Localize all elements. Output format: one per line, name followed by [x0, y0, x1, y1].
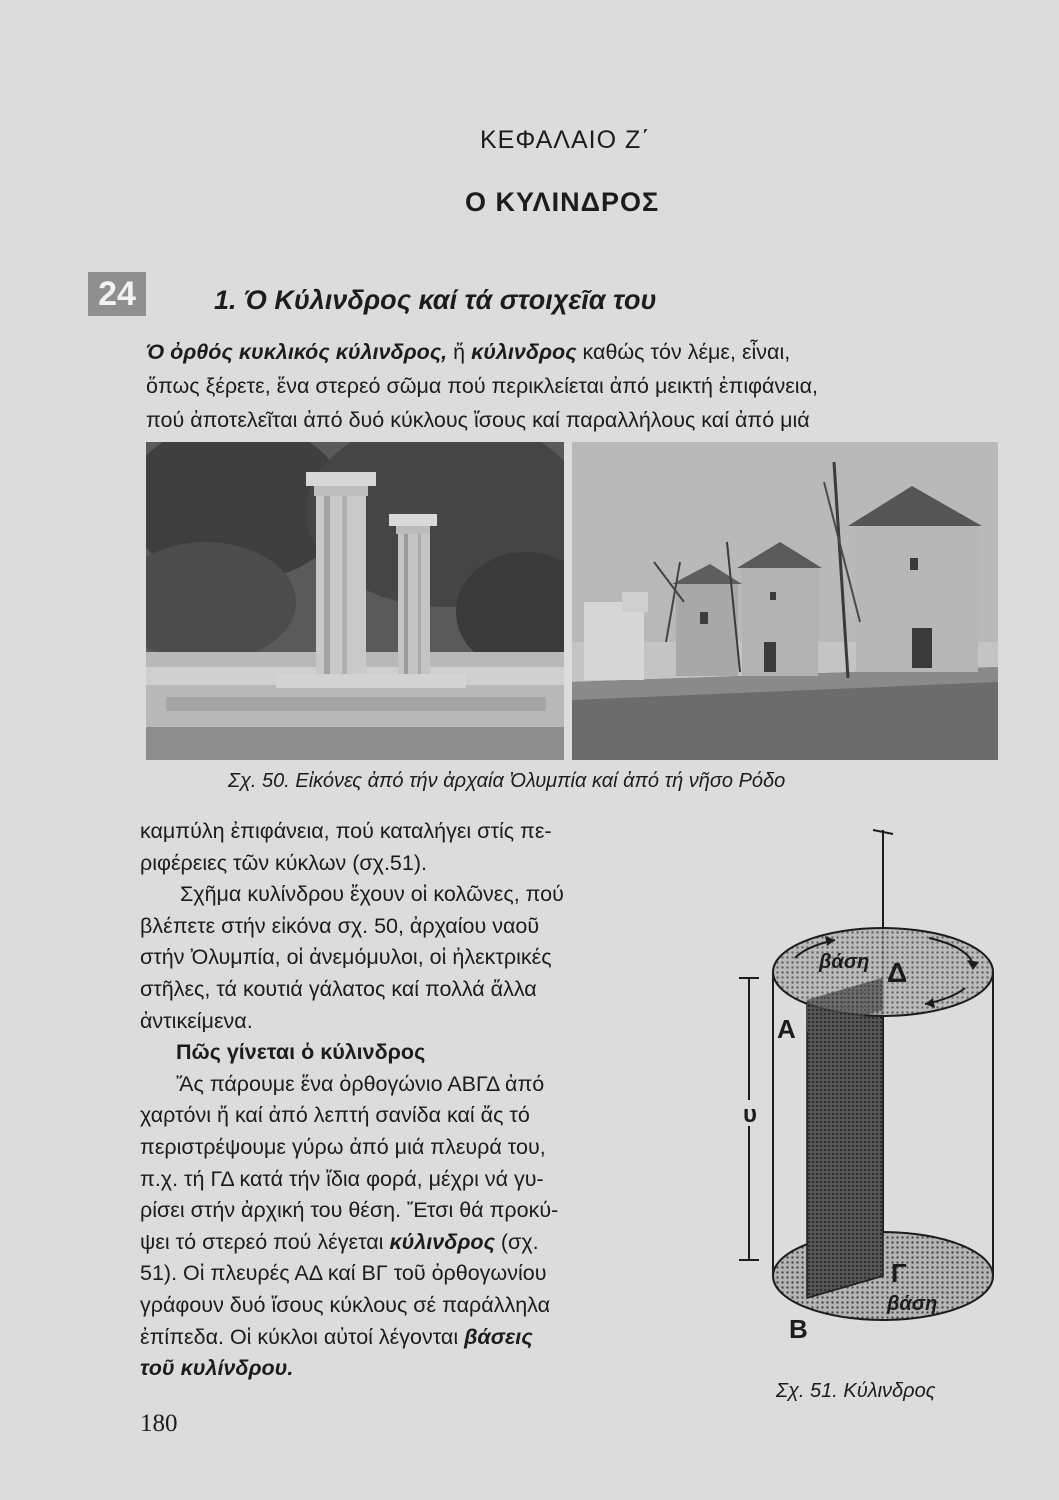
body-line: στῆλες, τά κουτιά γάλατος καί πολλά ἄλλα [140, 976, 537, 1001]
body-line: ριφέρειες τῶν κύκλων (σχ.51). [140, 850, 427, 875]
section-number-badge: 24 [88, 272, 146, 316]
figure-51-cylinder [715, 820, 1015, 1345]
intro-line-1 [146, 335, 1002, 369]
label-top-base: βάση [819, 951, 870, 973]
body-line [140, 1227, 670, 1259]
body-line: χαρτόνι ἤ καί ἀπό λεπτή σανίδα καί ἄς τό [140, 1103, 530, 1128]
body-line: ρίσει στήν ἀρχική του θέση. Ἔτσι θά προκύ- [140, 1198, 559, 1223]
label-height: υ [743, 1101, 757, 1128]
label-A: Α [777, 1014, 796, 1044]
body-line: π.χ. τή ΓΔ κατά τήν ἴδια φορά, μέχρι νά γυ- [140, 1166, 544, 1191]
chapter-heading: ΚΕΦΑΛΑΙΟ Ζ΄ [480, 126, 651, 154]
body-text [140, 816, 670, 1385]
photo-rhodes-windmills [572, 442, 998, 760]
figure-51-caption: Σχ. 51. Κύλινδρος [776, 1380, 936, 1402]
intro-line-2: ὅπως ξέρετε, ἕνα στερεό σῶμα πού περικλείεται ἀπό μεικτή ἐπιφάνεια, [146, 374, 818, 398]
subheading-how-cylinder-made: Πῶς γίνεται ὁ κύλινδρος [176, 1040, 426, 1065]
body-line: στήν Ὀλυμπία, οἱ ἀνεμόμυλοι, οἱ ἠλεκτρικές [140, 945, 552, 970]
body-line: γράφουν δυό ἴσους κύκλους σέ παράλληλα [140, 1292, 551, 1317]
page-number: 180 [140, 1410, 178, 1437]
body-line: καμπύλη ἐπιφάνεια, πού καταλήγει στίς πε- [140, 819, 552, 843]
body-line: 51). Οἱ πλευρές ΑΔ καί ΒΓ τοῦ ὀρθογωνίου [140, 1261, 547, 1286]
figure-50-caption: Σχ. 50. Εἰκόνες ἀπό τήν ἀρχαία Ὀλυμπία καί ἀπό τή νῆσο Ρόδο [228, 770, 786, 792]
body-line: ἀντικείμενα. [140, 1008, 253, 1033]
chapter-title: Ο ΚΥΛΙΝΔΡΟΣ [465, 187, 660, 217]
label-B: Β [789, 1314, 808, 1340]
body-line: Σχῆμα κυλίνδρου ἔχουν οἱ κολῶνες, πού [180, 882, 564, 907]
label-bottom-base: βάση [887, 1293, 938, 1315]
body-line: περιστρέψουμε γύρω ἀπό μιά πλευρά του, [140, 1134, 546, 1159]
intro-conj: ἤ [447, 340, 472, 364]
intro-line-3: πού ἀποτελεῖται ἀπό δυό κύκλους ἴσους καί παραλλήλους καί ἀπό μιά [146, 408, 810, 432]
line-c-pre: ψει τό στερεό πού λέγεται [140, 1229, 390, 1254]
term-kylindros: κύλινδρος [389, 1229, 495, 1254]
body-line: βλέπετε στήν εἰκόνα σχ. 50, ἀρχαίου ναοῦ [140, 913, 540, 938]
line-c-post: (σχ. [494, 1229, 539, 1254]
line-e-pre: ἐπίπεδα. Οἱ κύκλοι αὐτοί λέγονται [140, 1324, 465, 1349]
body-line: Ἄς πάρουμε ἕνα ὀρθογώνιο ΑΒΓΔ ἀπό [176, 1071, 545, 1096]
section-title: 1. Ό Κύλινδρος καί τά στοιχεῖα του [214, 285, 657, 315]
term-cylinder: κύλινδρος [471, 340, 577, 364]
intro-line1-rest: καθώς τόν λέμε, εἶναι, [576, 340, 791, 364]
term-bases: βάσεις [464, 1324, 533, 1349]
body-line [140, 1322, 670, 1354]
term-right-circular-cylinder: Ό ὀρθός κυκλικός κύλινδρος, [146, 340, 448, 364]
term-of-cylinder: τοῦ κυλίνδρου. [140, 1356, 294, 1381]
label-G: Γ [891, 1258, 907, 1288]
label-D: Δ [887, 957, 908, 988]
photo-olympia-columns [146, 442, 564, 760]
intro-paragraph [146, 335, 1002, 437]
